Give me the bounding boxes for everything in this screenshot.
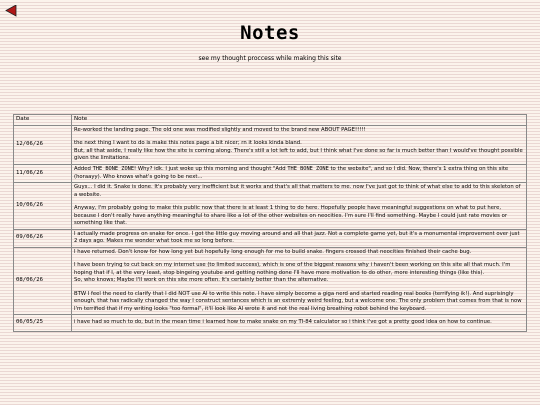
- note-text: [72, 229, 527, 247]
- table-row: [14, 165, 527, 183]
- table-row: [14, 247, 527, 315]
- notes-table: [13, 114, 527, 332]
- note-paragraph: Re-worked the landing page. The old one was modified slightly and moved to the brand new ABOUT PAGE!!!!!: [74, 126, 366, 133]
- left-triangle-arrow-icon: [5, 5, 17, 17]
- note-paragraph: i have had so much to do, but in the mean time i learned how to make snake on my TI-84 calculator so i think i've got a pretty good idea on how to continue.: [74, 319, 492, 326]
- page-subtitle: see my thought proccess while making this site: [198, 55, 342, 62]
- note-paragraph: [74, 166, 524, 181]
- note-paragraph: the next thing I want to do is make this notes page a bit nicer; rn it looks kinda bland. But, all that aside, I really like how the site is coming along. There's still a lot left to add, but I think what I've done so far is much better than I would've thought possible given the limitations.: [74, 140, 523, 162]
- note-text: [72, 165, 527, 183]
- bone-zone-name: THE BONE ZONE: [287, 166, 329, 172]
- note-paragraph: I actually made progress on snake for once. I got the little guy moving around and all that jazz. Not a complete game yet, but it's a monumental improvement over just 2 days ago. Makes me wonder what took me so long before.: [74, 230, 520, 245]
- note-text: [72, 125, 527, 164]
- table-header-row: [14, 115, 527, 126]
- table-row: [14, 183, 527, 230]
- table-row: [14, 125, 527, 164]
- bone-zone-name: THE BONE ZONE: [92, 166, 135, 172]
- note-text: [72, 183, 527, 230]
- note-paragraph: BTW I feel the need to clarify that I did NOT use AI to write this note. I have simply become a giga nerd and started reading real books (terrifying ik!). And suprisingly enough, that has radically changed the way I construct sentances which is an extremly weird feeling, but a welcome one. The only problem that comes from that is now I'm terrified that if my writing looks "too formal", it'll look like AI wrote it and not the real living breathing robot behind the keyboard.: [74, 290, 522, 312]
- note-text-segment: to the website", and so I did. Now, there's 1 extra thing on this site (horaayy). Who knows what's going to be next...: [74, 166, 509, 180]
- note-text: [72, 315, 527, 332]
- note-date: 12/06/26: [14, 125, 72, 164]
- note-paragraph: I have returned. Don't know for how long yet but hopefully long enough for me to build snake. fingers crossed that neocities finished their cache bug.: [74, 248, 472, 255]
- note-text-segment: ! Why? idk. I just woke up this morning and thought "Add: [134, 166, 288, 172]
- note-date: 10/06/26: [14, 183, 72, 230]
- note-text: [72, 247, 527, 315]
- note-date: 06/05/25: [14, 315, 72, 332]
- table-row: [14, 315, 527, 332]
- table-row: [14, 229, 527, 247]
- column-header-date: Date: [14, 115, 72, 126]
- note-paragraph: Guys... I did it. Snake is done. It's probably very inefficient but it works and that's all that matters to me. now I've just got to think of what else to add to this skeleton of a website.: [74, 184, 521, 198]
- back-arrow-button[interactable]: [5, 5, 17, 17]
- note-text-segment: Added: [74, 166, 93, 172]
- note-paragraph: Anyway, I'm probably going to make this public now that there is at least 1 thing to do here. Hopefully people have meaningful suggestions on what to put here, because I don't really have anything meaningful to share like a lot of the other websites on neocities. I'm sure I'll find something. Maybe I could just rate movies or something like that.: [74, 205, 508, 227]
- note-date: 09/06/26: [14, 229, 72, 247]
- note-paragraph: I have been trying to cut back on my internet use (to limited success), which is one of the biggest reasons why i haven't been working on this site all that much. I'm hoping that if I, at the very least, stop bingeing youtube and getting nothing done I'll have more motivation to do other, more interesting things (like this). So, who knows; Maybe I'll work on this site more often. It's certainly better than the alternative.: [74, 262, 511, 284]
- column-header-note: Note: [72, 115, 527, 126]
- note-date: 11/06/26: [14, 165, 72, 183]
- note-date: 08/06/26: [14, 247, 72, 315]
- page-title: Notes: [240, 22, 300, 44]
